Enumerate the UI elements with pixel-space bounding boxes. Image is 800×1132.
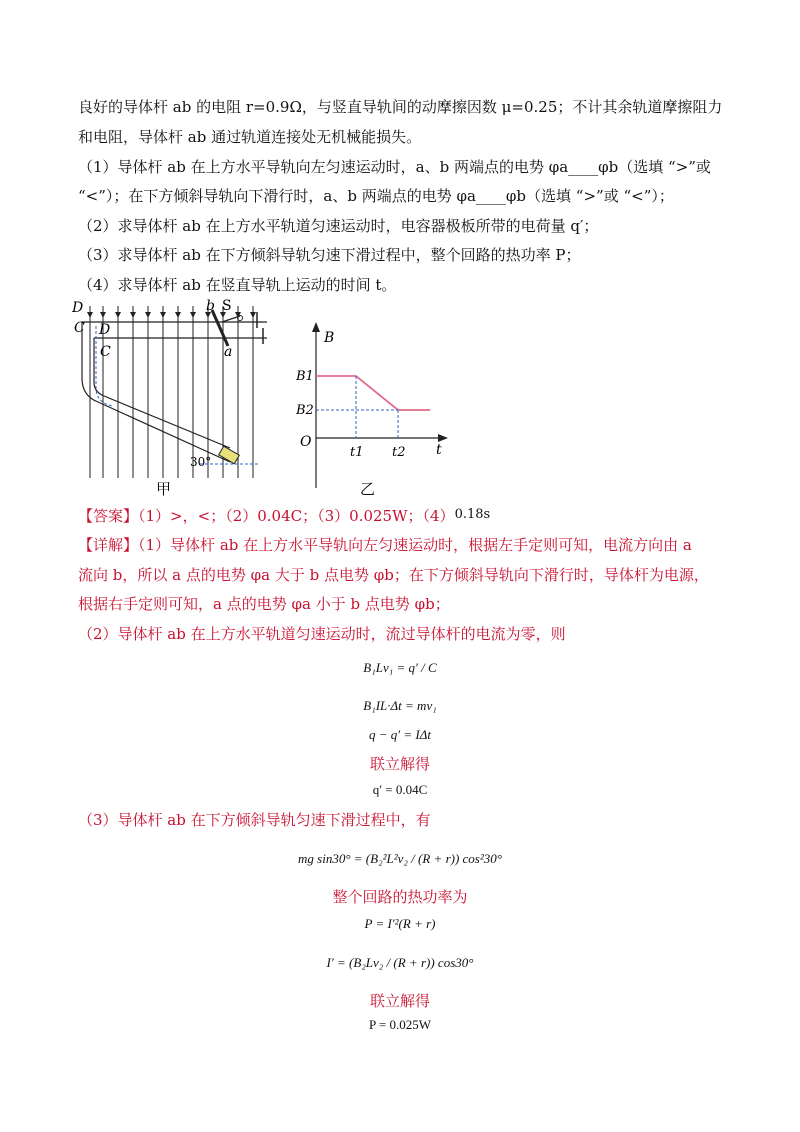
rod-ab	[212, 310, 228, 346]
equation-1: B₁Lv₁ = q′ / C	[363, 660, 437, 675]
detail-p1-l1: （1）导体杆 ab 在上方水平导轨向左匀速运动时，根据左手定则可知，电流方向由 a	[138, 536, 692, 554]
equation-6: I′ = (B₂Lv₂ / (R + r)) cos30°	[326, 955, 474, 970]
label-d-inner: D	[99, 322, 111, 338]
intro-line-1: 良好的导体杆 ab 的电阻 r=0.9Ω，与竖直导轨间的动摩擦因数 μ=0.25；不计其余轨道摩擦阻力	[78, 98, 723, 116]
figure-yi	[290, 318, 460, 498]
label-c-left: C	[74, 320, 85, 336]
label-a: a	[224, 344, 233, 360]
detail-line-3: 根据右手定则可知，a 点的电势 φa 小于 b 点电势 φb；	[78, 595, 450, 613]
equation-4: mg sin30° = (B₂²L²v₂ / (R + r)) cos²30°	[298, 851, 502, 866]
question-1b: “<”）；在下方倾斜导轨向下滑行时，a、b 两端点的电势 φa____φb（选填 “>”或 “<”）；	[78, 187, 674, 205]
solve-label-1: 联立解得	[369, 755, 430, 773]
question-3: （3）求导体杆 ab 在下方倾斜导轨匀速下滑过程中，整个回路的热功率 P；	[78, 246, 581, 264]
question-4: （4）求导体杆 ab 在竖直导轨上运动的时间 t。	[78, 276, 397, 294]
label-angle: 30°	[190, 455, 212, 469]
solve-label-2: 联立解得	[369, 992, 430, 1010]
label-t2: t2	[392, 445, 406, 460]
label-b: b	[206, 298, 215, 314]
label-axis-t: t	[436, 442, 442, 458]
b-curve	[316, 376, 430, 410]
label-c-inner: C	[100, 344, 111, 360]
detail-part-3: （3）导体杆 ab 在下方倾斜导轨匀速下滑过程中，有	[78, 811, 431, 829]
answer-last: 0.18s	[454, 507, 491, 522]
label-b2: B2	[296, 403, 314, 418]
answer-line	[78, 505, 490, 526]
detail-line-1	[78, 535, 692, 555]
equation-2: B₁IL·Δt = mv₁	[363, 698, 437, 713]
power-label: 整个回路的热功率为	[332, 888, 468, 906]
caption-jia: 甲	[156, 480, 172, 498]
label-s: S	[222, 298, 232, 314]
label-t1: t1	[350, 445, 364, 460]
label-d-top: D	[72, 300, 84, 316]
label-origin: O	[300, 434, 312, 450]
rod-on-incline	[219, 446, 240, 464]
result-1: q′ = 0.04C	[372, 782, 428, 797]
detail-line-2: 流向 b，所以 a 点的电势 φa 大于 b 点电势 φb；在下方倾斜导轨向下滑行时，导体杆为电源，	[78, 566, 709, 584]
result-2: P = 0.025W	[368, 1017, 432, 1032]
answer-tag: 【答案】	[78, 507, 139, 525]
caption-yi: 乙	[360, 480, 376, 498]
equation-5: P = I′²(R + r)	[364, 916, 436, 931]
answer-text: （1）>，<；（2）0.04C；（3）0.025W；（4）	[138, 507, 455, 525]
figure-jia	[72, 298, 282, 498]
question-2: （2）求导体杆 ab 在上方水平轨道匀速运动时，电容器极板所带的电荷量 q′；	[78, 217, 599, 235]
detail-tag: 【详解】	[78, 536, 139, 554]
label-axis-b: B	[324, 330, 335, 346]
question-1a: （1）导体杆 ab 在上方水平导轨向左匀速运动时，a、b 两端点的电势 φa____φb（选填 “>”或	[78, 158, 711, 176]
label-b1: B1	[296, 369, 314, 384]
detail-part-2: （2）导体杆 ab 在上方水平轨道匀速运动时，流过导体杆的电流为零，则	[78, 625, 566, 643]
intro-line-2: 和电阻，导体杆 ab 通过轨道连接处无机械能损失。	[78, 128, 422, 146]
equation-3: q − q′ = IΔt	[369, 727, 431, 742]
